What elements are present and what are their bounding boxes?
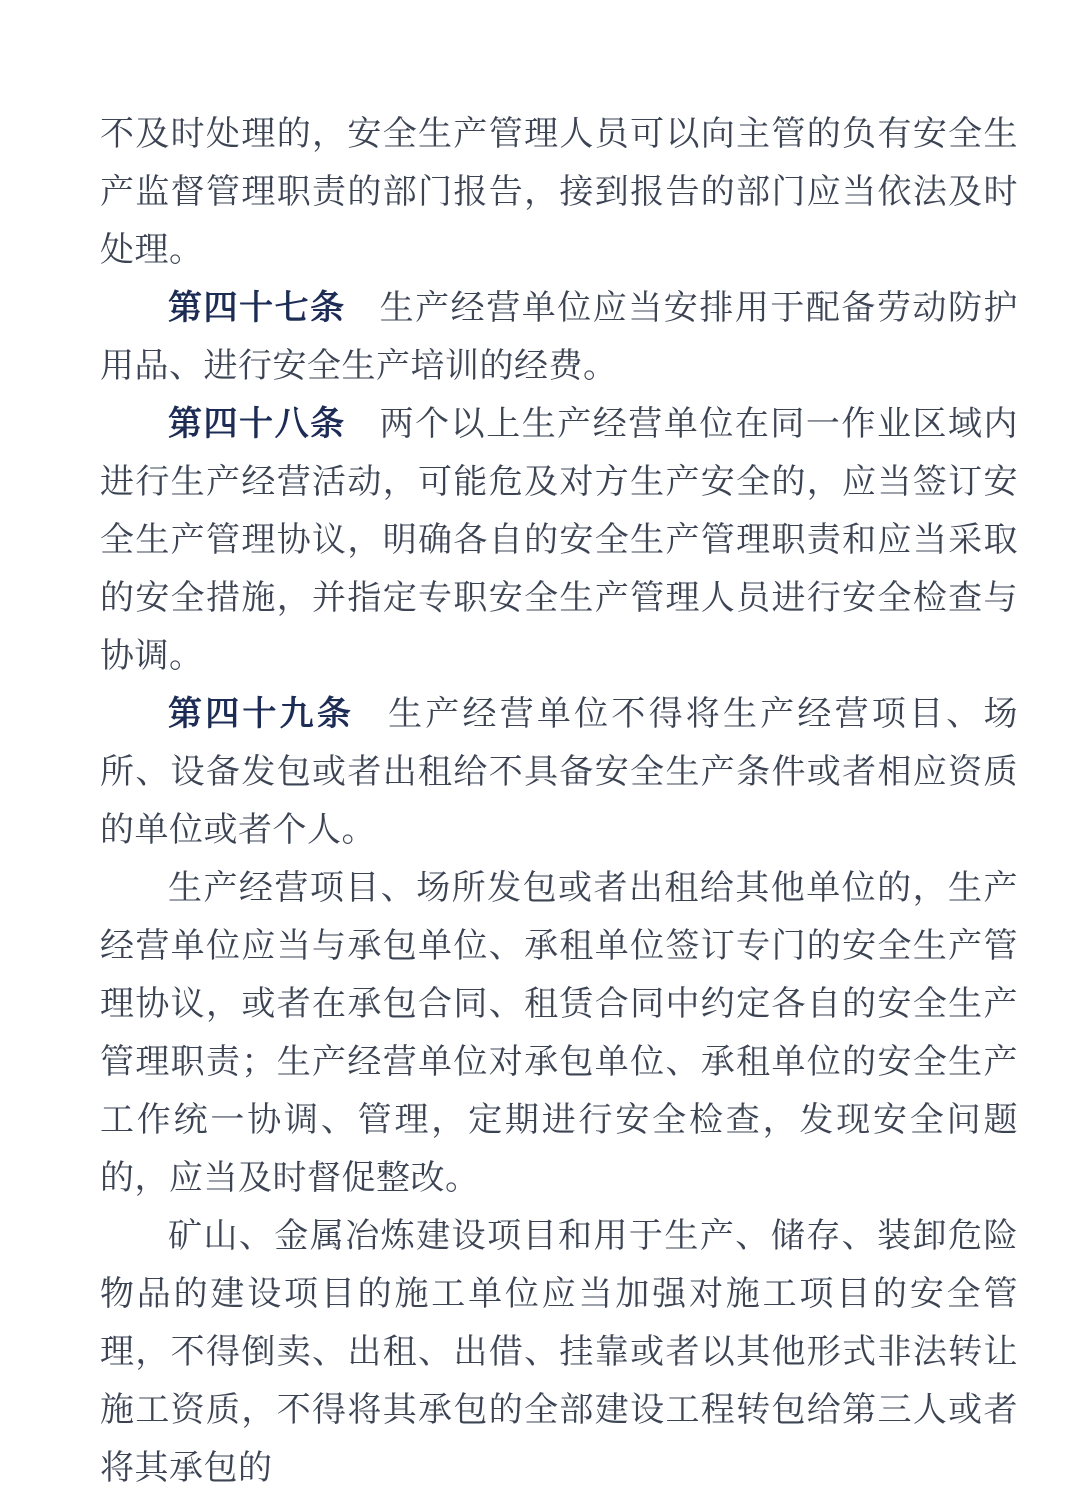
article-49-number: 第四十九条 [168, 694, 355, 734]
paragraph-text: 生产经营单位不得将生产经营项目、场所、设备发包或者出租给不具备安全生产条件或者相应资质的单位或者个人。 [100, 694, 1019, 850]
paragraph-text: 两个以上生产经营单位在同一作业区域内进行生产经营活动，可能危及对方生产安全的，应当签订安全生产管理协议，明确各自的安全生产管理职责和应当采取的安全措施，并指定专职安全生产管理人员进行安全检查与协调。 [100, 404, 1019, 676]
article-47-number: 第四十七条 [168, 288, 346, 328]
paragraph-article-47 [100, 279, 1018, 395]
paragraph-text: 不及时处理的，安全生产管理人员可以向主管的负有安全生产监督管理职责的部门报告，接到报告的部门应当依法及时处理。 [100, 114, 1018, 270]
paragraph-article-49-clause-2 [100, 859, 1018, 1207]
paragraph-text: 生产经营项目、场所发包或者出租给其他单位的，生产经营单位应当与承包单位、承租单位签订专门的安全生产管理协议，或者在承包合同、租赁合同中约定各自的安全生产管理职责；生产经营单位对承包单位、承租单位的安全生产工作统一协调、管理，定期进行安全检查，发现安全问题的，应当及时督促整改。 [100, 868, 1018, 1198]
paragraph-article-48 [100, 395, 1018, 685]
article-48-number: 第四十八条 [168, 404, 346, 444]
paragraph-text: 矿山、金属冶炼建设项目和用于生产、储存、装卸危险物品的建设项目的施工单位应当加强对施工项目的安全管理，不得倒卖、出租、出借、挂靠或者以其他形式非法转让施工资质，不得将其承包的全部建设工程转包给第三人或者将其承包的 [100, 1216, 1018, 1488]
paragraph-text: 生产经营单位应当安排用于配备劳动防护用品、进行安全生产培训的经费。 [100, 288, 1019, 386]
paragraph-article-49-clause-3 [100, 1207, 1018, 1497]
paragraph-continuation [100, 105, 1018, 279]
paragraph-article-49 [100, 685, 1018, 859]
